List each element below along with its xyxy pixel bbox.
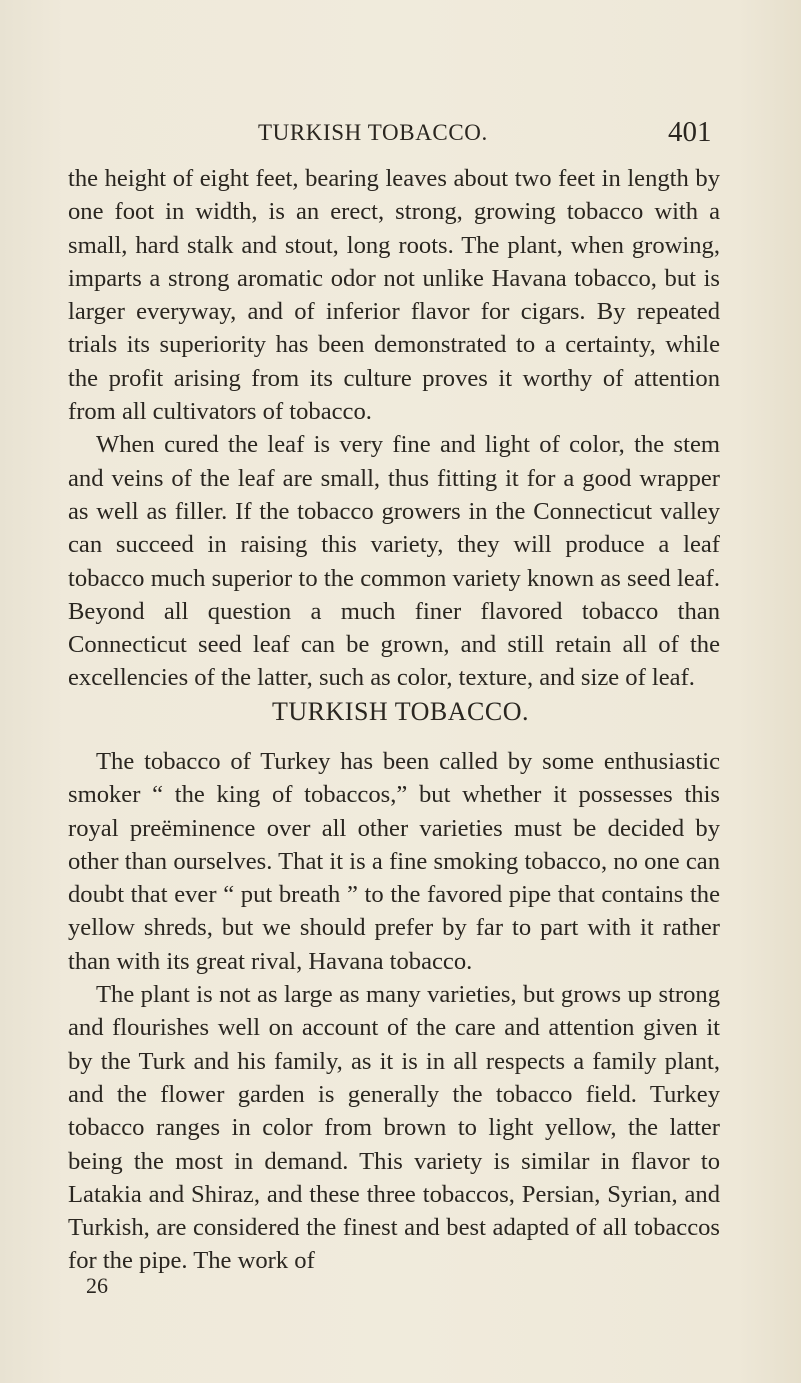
paragraph-continued: the height of eight feet, bearing leaves about two feet in length by one foot in width, is an erect, strong, growing tobacco with a small, hard stalk and stout, long roots. The plant, when growing, imparts a strong aromatic odor not unlike Havana tobacco, but is larger everyway, and of inferior flavor for cigars. By repeated trials its superiority has been demonstrated to a certainty, while the profit arising from its culture proves it worthy of attention from all cultivators of tobacco.	[68, 165, 720, 426]
paragraph-king-of-tobaccos: The tobacco of Turkey has been called by some enthusiastic smoker “ the king of tobaccos,” but whether it possesses this royal preëminence over all other varieties must be decided by other than ourselves. That it is a fine smoking tobacco, no one can doubt that ever “ put breath ” to the favored pipe that contains the yellow shreds, but we should prefer by far to part with it rather than with its great rival, Havana tobacco.	[68, 748, 720, 975]
signature-mark: 26	[86, 1273, 108, 1298]
section-heading: TURKISH TOBACCO.	[272, 697, 529, 726]
running-title: TURKISH TOBACCO.	[258, 120, 488, 145]
text-block-bottom	[68, 745, 720, 1278]
text-block-top	[68, 162, 720, 695]
running-head	[0, 116, 801, 156]
page-number: 401	[668, 116, 712, 148]
paragraph-cured-leaf: When cured the leaf is very fine and light of color, the stem and veins of the leaf are small, thus fitting it for a good wrapper as well as filler. If the tobacco growers in the Connecticut valley can succeed in raising this variety, they will produce a leaf tobacco much superior to the common variety known as seed leaf. Beyond all question a much finer flavored tobacco than Connecticut seed leaf can be grown, and still retain all of the excellencies of the latter, such as color, texture, and size of leaf.	[68, 431, 720, 692]
paragraph-plant-description: The plant is not as large as many varieties, but grows up strong and flourishes well on account of the care and attention given it by the Turk and his family, as it is in all respects a family plant, and the flower garden is generally the tobacco field. Turkey tobacco ranges in color from brown to light yellow, the latter being the most in demand. This variety is similar in flavor to Latakia and Shiraz, and these three tobaccos, Persian, Syrian, and Turkish, are considered the finest and best adapted of all tobaccos for the pipe. The work of	[68, 981, 720, 1275]
